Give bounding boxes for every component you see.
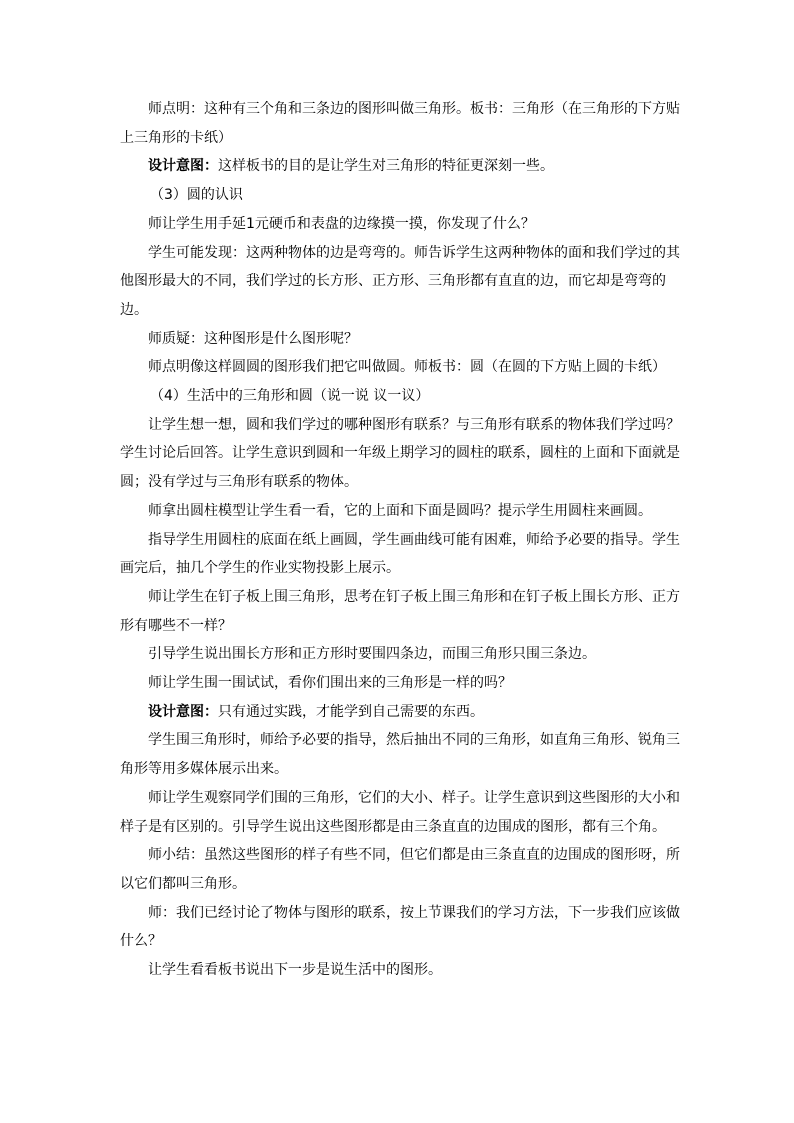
paragraph-19: 师：我们已经讨论了物体与图形的联系，按上节课我们的学习方法，下一步我们应该做什么？	[120, 904, 680, 950]
paragraph-9: 让学生想一想，圆和我们学过的哪种图形有联系？与三角形有联系的物体我们学过吗？学生讨论后回答。让学生意识到圆和一年级上期学习的圆柱的联系，圆柱的上面和下面就是圆；没有学过与三角形有联系的物体。	[120, 416, 680, 491]
paragraph-14: 师让学生围一围试试，看你们围出来的三角形是一样的吗？	[148, 675, 512, 692]
section-heading-4: （4）生活中的三角形和圆（说一说 议一议）	[150, 388, 430, 405]
paragraph-6: 师质疑：这种图形是什么图形呢？	[148, 330, 358, 347]
paragraph-10: 师拿出圆柱模型让学生看一看，它的上面和下面是圆吗？提示学生用圆柱来画圆。	[148, 502, 652, 519]
paragraph-15: 设计意图：只有通过实践，才能学到自己需要的东西。	[148, 703, 484, 720]
paragraph-7: 师点明像这样圆圆的图形我们把它叫做圆。师板书：圆（在圆的下方贴上圆的卡纸）	[148, 359, 666, 376]
paragraph-17: 师让学生观察同学们围的三角形，它们的大小、样子。让学生意识到这些图形的大小和样子是有区别的。引导学生说出这些图形都是由三条直直的边围成的图形，都有三个角。	[120, 789, 680, 835]
document-body	[120, 95, 690, 985]
paragraph-1: 师点明：这种有三个角和三条边的图形叫做三角形。板书：三角形（在三角形的下方贴上三角形的卡纸）	[120, 101, 680, 146]
paragraph-12: 师让学生在钉子板上围三角形，思考在钉子板上围三角形和在钉子板上围长方形、正方形有哪些不一样？	[120, 588, 680, 634]
design-intent-label: 设计意图：	[148, 703, 218, 720]
paragraph-4: 师让学生用手延1元硬币和表盘的边缘摸一摸，你发现了什么？	[148, 215, 535, 232]
paragraph-11: 指导学生用圆柱的底面在纸上画圆，学生画曲线可能有困难，师给予必要的指导。学生画完后，抽几个学生的作业实物投影上展示。	[120, 531, 680, 577]
paragraph-5: 学生可能发现：这两种物体的边是弯弯的。师告诉学生这两种物体的面和我们学过的其他图形最大的不同，我们学过的长方形、正方形、三角形都有直直的边，而它却是弯弯的边。	[120, 244, 680, 318]
paragraph-2: 设计意图：这样板书的目的是让学生对三角形的特征更深刻一些。	[148, 158, 554, 175]
paragraph-20: 让学生看看板书说出下一步是说生活中的图形。	[148, 962, 442, 979]
paragraph-18: 师小结：虽然这些图形的样子有些不同，但它们都是由三条直直的边围成的图形呀，所以它们都叫三角形。	[120, 847, 680, 892]
section-heading-3: （3）圆的认识	[150, 187, 243, 204]
design-intent-label: 设计意图：	[148, 158, 218, 175]
paragraph-16: 学生围三角形时，师给予必要的指导，然后抽出不同的三角形，如直角三角形、锐角三角形等用多媒体展示出来。	[120, 732, 680, 778]
paragraph-13: 引导学生说出围长方形和正方形时要围四条边，而围三角形只围三条边。	[148, 646, 596, 663]
